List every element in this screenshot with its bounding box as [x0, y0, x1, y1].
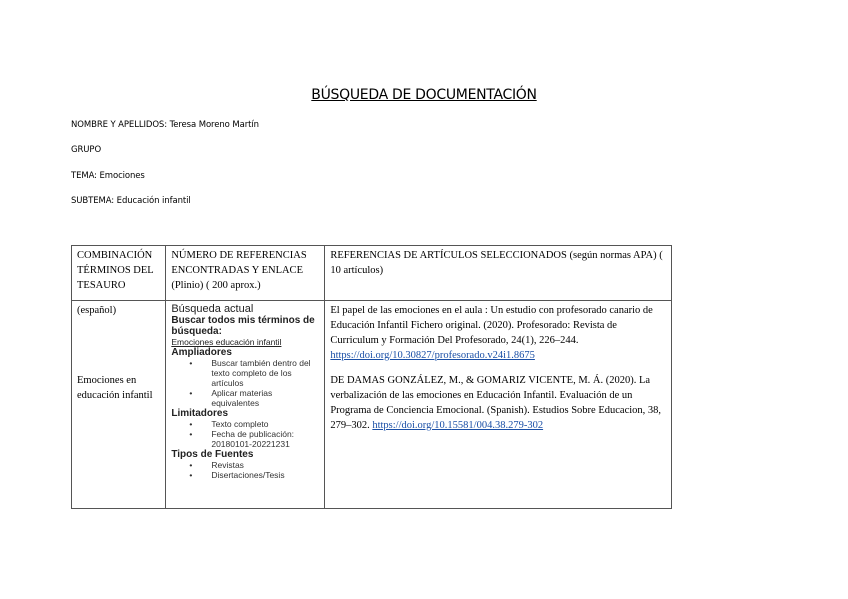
language-label: (español)	[77, 305, 117, 316]
search-cell	[166, 301, 325, 509]
reference-1-link[interactable]: https://doi.org/10.30827/profesorado.v24i1.8675	[330, 350, 535, 361]
list-item: • Revistas	[211, 460, 319, 470]
limiters-list	[171, 419, 319, 449]
page-title: BÚSQUEDA DE DOCUMENTACIÓN	[311, 87, 537, 103]
limiters-heading: Limitadores	[171, 408, 229, 419]
search-query-link[interactable]: Emociones educación infantil	[171, 337, 282, 347]
header-references-count: NÚMERO DE REFERENCIAS ENCONTRADAS Y ENLACE (Plinio) ( 200 aprox.)	[166, 246, 325, 301]
group-line: GRUPO	[71, 145, 102, 155]
reference-1	[330, 303, 666, 363]
terms-label: Emociones en educación infantil	[77, 375, 153, 401]
source-types-heading: Tipos de Fuentes	[171, 449, 254, 460]
topic-line: TEMA: Emociones	[71, 171, 145, 181]
reference-2-text: DE DAMAS GONZÁLEZ, M., & GOMARIZ VICENTE, M. Á. (2020). La verbalización de las emociones en Educación Infantil. Evaluación de un Programa de Conciencia Emocional. (Spanish). Estudios Sobre Educacion, 38, 279–302.	[330, 375, 662, 431]
terms-cell	[72, 301, 166, 509]
table-header-row	[72, 246, 672, 301]
source-types-list	[171, 460, 319, 480]
search-all-terms-label: Buscar todos mis términos de búsqueda:	[171, 315, 315, 337]
expanders-list	[171, 358, 319, 408]
reference-1-text: El papel de las emociones en el aula : Un estudio con profesorado canario de Educación Infantil Fichero original. (2020). Profesorado: Revista de Curriculum y Formación Del Profesorado, 24(1), 226–244.	[330, 305, 653, 346]
list-item: • Disertaciones/Tesis	[211, 470, 319, 480]
expanders-heading: Ampliadores	[171, 347, 232, 358]
header-thesaurus-terms: COMBINACIÓN TÉRMINOS DEL TESAURO	[72, 246, 166, 301]
header-selected-references: REFERENCIAS DE ARTÍCULOS SELECCIONADOS (según normas APA) ( 10 artículos)	[325, 246, 672, 301]
name-line: NOMBRE Y APELLIDOS: Teresa Moreno Martín	[71, 120, 259, 130]
list-item: • Buscar también dentro del texto completo de los artículos	[211, 358, 319, 388]
current-search-heading: Búsqueda actual	[171, 303, 254, 315]
table-row	[72, 301, 672, 509]
reference-2	[330, 373, 666, 433]
reference-2-link[interactable]: https://doi.org/10.15581/004.38.279-302	[372, 420, 544, 431]
list-item: • Aplicar materias equivalentes	[211, 388, 319, 408]
subtopic-line: SUBTEMA: Educación infantil	[71, 196, 191, 206]
references-cell	[325, 301, 672, 509]
list-item: • Texto completo	[211, 419, 319, 429]
list-item: • Fecha de publicación: 20180101-20221231	[211, 429, 319, 449]
references-table	[71, 245, 672, 509]
